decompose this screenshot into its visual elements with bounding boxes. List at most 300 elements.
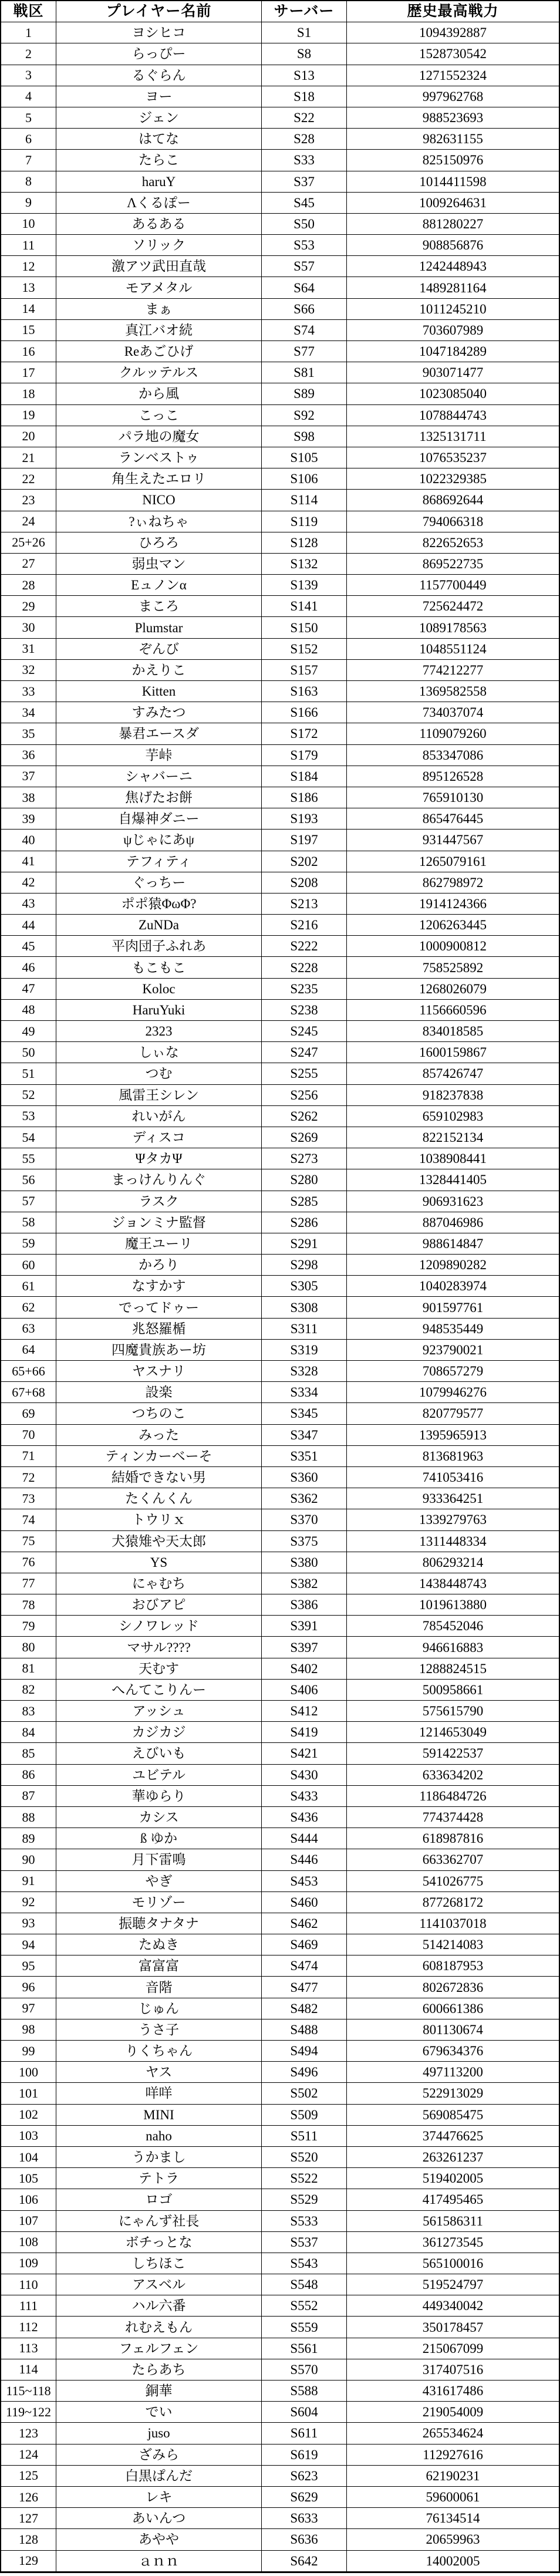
cell-player-name: 振聴タナタナ [56, 1913, 262, 1934]
cell-player-name: しちほこ [56, 2253, 262, 2274]
cell-server: S548 [262, 2274, 347, 2295]
cell-max-power: 794066318 [347, 511, 559, 532]
cell-player-name: HaruYuki [56, 1000, 262, 1021]
cell-server: S81 [262, 362, 347, 383]
cell-server: S163 [262, 681, 347, 702]
cell-rank: 74 [1, 1509, 56, 1530]
cell-rank: 129 [1, 2551, 56, 2572]
cell-server: S152 [262, 639, 347, 660]
cell-player-name: ß ゆか [56, 1828, 262, 1849]
cell-player-name: Reあごひげ [56, 341, 262, 362]
cell-player-name: 2323 [56, 1021, 262, 1042]
cell-max-power: 906931623 [347, 1191, 559, 1212]
cell-server: S13 [262, 65, 347, 86]
cell-player-name: つむ [56, 1063, 262, 1084]
cell-max-power: 14002005 [347, 2551, 559, 2572]
cell-player-name: アッシュ [56, 1701, 262, 1722]
cell-max-power: 1600159867 [347, 1042, 559, 1063]
cell-max-power: 918237838 [347, 1085, 559, 1106]
cell-max-power: 1048551124 [347, 639, 559, 660]
cell-server: S469 [262, 1934, 347, 1955]
cell-max-power: 1914124366 [347, 893, 559, 915]
cell-player-name: もこもこ [56, 957, 262, 978]
cell-server: S477 [262, 1977, 347, 1998]
cell-server: S636 [262, 2529, 347, 2550]
cell-max-power: 1268026079 [347, 979, 559, 1000]
cell-rank: 61 [1, 1276, 56, 1297]
cell-player-name: パラ地の魔女 [56, 426, 262, 447]
cell-max-power: 1265079161 [347, 851, 559, 872]
cell-rank: 2 [1, 43, 56, 65]
cell-max-power: 361273545 [347, 2232, 559, 2253]
cell-rank: 49 [1, 1021, 56, 1042]
cell-server: S64 [262, 277, 347, 298]
cell-server: S132 [262, 554, 347, 575]
cell-player-name: 月下雷鳴 [56, 1849, 262, 1870]
cell-server: S179 [262, 745, 347, 766]
cell-rank: 60 [1, 1255, 56, 1276]
cell-player-name: 四魔貴族あー坊 [56, 1340, 262, 1361]
cell-max-power: 1271552324 [347, 65, 559, 86]
cell-rank: 106 [1, 2189, 56, 2210]
cell-player-name: まっけんりんぐ [56, 1169, 262, 1191]
cell-max-power: 1047184289 [347, 341, 559, 362]
cell-player-name: ZuNDa [56, 915, 262, 936]
cell-server: S412 [262, 1701, 347, 1722]
cell-server: S286 [262, 1212, 347, 1233]
cell-server: S280 [262, 1169, 347, 1191]
cell-rank: 85 [1, 1743, 56, 1764]
cell-server: S462 [262, 1913, 347, 1934]
cell-max-power: 982631155 [347, 129, 559, 150]
cell-player-name: ヨー [56, 86, 262, 107]
cell-rank: 51 [1, 1063, 56, 1084]
cell-rank: 45 [1, 936, 56, 957]
cell-max-power: 901597761 [347, 1297, 559, 1318]
cell-max-power: 822652653 [347, 532, 559, 554]
cell-server: S559 [262, 2317, 347, 2338]
cell-max-power: 112927616 [347, 2444, 559, 2466]
cell-max-power: 806293214 [347, 1552, 559, 1573]
cell-server: S382 [262, 1573, 347, 1594]
cell-rank: 104 [1, 2147, 56, 2168]
cell-rank: 37 [1, 766, 56, 787]
cell-max-power: 522913029 [347, 2083, 559, 2104]
cell-player-name: たぬき [56, 1934, 262, 1955]
cell-player-name: つちのこ [56, 1403, 262, 1424]
cell-rank: 25+26 [1, 532, 56, 554]
cell-server: S419 [262, 1722, 347, 1743]
cell-player-name: YS [56, 1552, 262, 1573]
cell-player-name: 銅華 [56, 2381, 262, 2402]
cell-server: S114 [262, 490, 347, 511]
cell-rank: 63 [1, 1319, 56, 1340]
cell-server: S262 [262, 1106, 347, 1127]
cell-player-name: あいんつ [56, 2508, 262, 2529]
cell-player-name: ひろろ [56, 532, 262, 554]
cell-rank: 53 [1, 1106, 56, 1127]
cell-player-name: たくんくん [56, 1488, 262, 1509]
cell-max-power: 1206263445 [347, 915, 559, 936]
cell-rank: 126 [1, 2487, 56, 2508]
cell-player-name: おびアピ [56, 1594, 262, 1616]
cell-server: S370 [262, 1509, 347, 1530]
cell-server: S502 [262, 2083, 347, 2104]
cell-player-name: MINI [56, 2105, 262, 2126]
cell-server: S436 [262, 1807, 347, 1828]
cell-server: S18 [262, 86, 347, 107]
cell-max-power: 997962768 [347, 86, 559, 107]
cell-rank: 36 [1, 745, 56, 766]
header-max-power: 歴史最高戦力 [347, 1, 559, 22]
cell-rank: 13 [1, 277, 56, 298]
cell-max-power: 802672836 [347, 1977, 559, 1998]
cell-player-name: にゃむち [56, 1573, 262, 1594]
cell-max-power: 1079946276 [347, 1382, 559, 1403]
cell-max-power: 734037074 [347, 702, 559, 723]
cell-max-power: 1040283974 [347, 1276, 559, 1297]
cell-player-name: ユビテル [56, 1765, 262, 1786]
cell-rank: 115~118 [1, 2381, 56, 2402]
cell-rank: 119~122 [1, 2402, 56, 2423]
cell-max-power: 62190231 [347, 2466, 559, 2487]
cell-max-power: 933364251 [347, 1488, 559, 1509]
cell-server: S397 [262, 1637, 347, 1658]
cell-player-name: 白黒ぱんだ [56, 2466, 262, 2487]
header-player-name: プレイヤー名前 [56, 1, 262, 22]
cell-max-power: 1156660596 [347, 1000, 559, 1021]
cell-player-name: 芋峠 [56, 745, 262, 766]
cell-server: S213 [262, 893, 347, 915]
cell-server: S1 [262, 22, 347, 43]
cell-server: S633 [262, 2508, 347, 2529]
cell-player-name: らっぴー [56, 43, 262, 65]
cell-rank: 21 [1, 447, 56, 468]
cell-player-name: シャバーニ [56, 766, 262, 787]
cell-max-power: 1078844743 [347, 405, 559, 426]
cell-player-name: ディスコ [56, 1127, 262, 1148]
cell-player-name: ティンカーベーそ [56, 1446, 262, 1467]
cell-max-power: 857426747 [347, 1063, 559, 1084]
cell-rank: 47 [1, 979, 56, 1000]
cell-player-name: みった [56, 1425, 262, 1446]
cell-rank: 23 [1, 490, 56, 511]
cell-max-power: 76134514 [347, 2508, 559, 2529]
cell-max-power: 608187953 [347, 1955, 559, 1977]
cell-max-power: 569085475 [347, 2105, 559, 2126]
cell-rank: 41 [1, 851, 56, 872]
cell-player-name: やぎ [56, 1871, 262, 1892]
cell-server: S522 [262, 2168, 347, 2189]
cell-max-power: 1141037018 [347, 1913, 559, 1934]
cell-player-name: たらあち [56, 2359, 262, 2381]
cell-rank: 43 [1, 893, 56, 915]
cell-server: S273 [262, 1148, 347, 1169]
cell-server: S496 [262, 2062, 347, 2083]
cell-max-power: 1076535237 [347, 447, 559, 468]
cell-max-power: 633634202 [347, 1765, 559, 1786]
cell-server: S629 [262, 2487, 347, 2508]
cell-server: S238 [262, 1000, 347, 1021]
cell-player-name: 設楽 [56, 1382, 262, 1403]
cell-max-power: 758525892 [347, 957, 559, 978]
cell-max-power: 618987816 [347, 1828, 559, 1849]
cell-rank: 12 [1, 256, 56, 277]
cell-player-name: にゃんず社長 [56, 2211, 262, 2232]
cell-rank: 65+66 [1, 1361, 56, 1382]
cell-server: S347 [262, 1425, 347, 1446]
cell-server: S208 [262, 872, 347, 893]
cell-max-power: 822152134 [347, 1127, 559, 1148]
cell-max-power: 931447567 [347, 830, 559, 851]
cell-max-power: 317407516 [347, 2359, 559, 2381]
cell-max-power: 765910130 [347, 787, 559, 808]
cell-rank: 72 [1, 1467, 56, 1488]
cell-rank: 20 [1, 426, 56, 447]
cell-max-power: 834018585 [347, 1021, 559, 1042]
cell-player-name: すみたつ [56, 702, 262, 723]
cell-rank: 108 [1, 2232, 56, 2253]
cell-max-power: 263261237 [347, 2147, 559, 2168]
cell-max-power: 1528730542 [347, 43, 559, 65]
cell-server: S128 [262, 532, 347, 554]
cell-max-power: 417495465 [347, 2189, 559, 2210]
cell-rank: 14 [1, 299, 56, 320]
cell-server: S172 [262, 723, 347, 744]
cell-max-power: 663362707 [347, 1849, 559, 1870]
cell-max-power: 946616883 [347, 1637, 559, 1658]
cell-max-power: 1038908441 [347, 1148, 559, 1169]
cell-player-name: ヤスナリ [56, 1361, 262, 1382]
cell-max-power: 865476445 [347, 808, 559, 830]
cell-max-power: 1011245210 [347, 299, 559, 320]
cell-rank: 46 [1, 957, 56, 978]
cell-server: S184 [262, 766, 347, 787]
cell-max-power: 887046986 [347, 1212, 559, 1233]
cell-server: S33 [262, 150, 347, 171]
cell-player-name: Plumstar [56, 617, 262, 638]
cell-player-name: 犬猿雉や天太郎 [56, 1531, 262, 1552]
cell-max-power: 59600061 [347, 2487, 559, 2508]
cell-max-power: 785452046 [347, 1616, 559, 1637]
cell-player-name: ざみら [56, 2444, 262, 2466]
cell-rank: 67+68 [1, 1382, 56, 1403]
cell-rank: 8 [1, 171, 56, 193]
cell-max-power: 1209890282 [347, 1255, 559, 1276]
cell-server: S588 [262, 2381, 347, 2402]
cell-max-power: 908856876 [347, 235, 559, 256]
cell-max-power: 1009264631 [347, 193, 559, 214]
cell-server: S222 [262, 936, 347, 957]
cell-rank: 107 [1, 2211, 56, 2232]
cell-player-name: 暴君エースダ [56, 723, 262, 744]
cell-server: S406 [262, 1680, 347, 1701]
cell-rank: 76 [1, 1552, 56, 1573]
cell-rank: 6 [1, 129, 56, 150]
cell-max-power: 1339279763 [347, 1509, 559, 1530]
cell-rank: 75 [1, 1531, 56, 1552]
cell-player-name: 音階 [56, 1977, 262, 1998]
cell-max-power: 895126528 [347, 766, 559, 787]
cell-max-power: 1395965913 [347, 1425, 559, 1446]
cell-max-power: 497113200 [347, 2062, 559, 2083]
cell-player-name: ぞんび [56, 639, 262, 660]
cell-max-power: 903071477 [347, 362, 559, 383]
cell-player-name: 激アツ武田直哉 [56, 256, 262, 277]
cell-server: S8 [262, 43, 347, 65]
cell-server: S642 [262, 2551, 347, 2572]
header-rank: 戦区 [1, 1, 56, 22]
cell-player-name: るぐらん [56, 65, 262, 86]
cell-player-name: ヤス [56, 2062, 262, 2083]
cell-server: S386 [262, 1594, 347, 1616]
cell-rank: 16 [1, 341, 56, 362]
cell-server: S611 [262, 2423, 347, 2444]
cell-max-power: 923790021 [347, 1340, 559, 1361]
cell-player-name: りくちゃん [56, 2041, 262, 2062]
cell-max-power: 825150976 [347, 150, 559, 171]
cell-rank: 78 [1, 1594, 56, 1616]
cell-rank: 90 [1, 1849, 56, 1870]
cell-server: S308 [262, 1297, 347, 1318]
cell-player-name: 平肉団子ふれあ [56, 936, 262, 957]
cell-server: S66 [262, 299, 347, 320]
cell-max-power: 350178457 [347, 2317, 559, 2338]
cell-server: S256 [262, 1085, 347, 1106]
cell-player-name: haruY [56, 171, 262, 193]
cell-max-power: 1489281164 [347, 277, 559, 298]
cell-max-power: 1438448743 [347, 1573, 559, 1594]
cell-max-power: 215067099 [347, 2338, 559, 2359]
cell-server: S488 [262, 2019, 347, 2041]
cell-rank: 98 [1, 2019, 56, 2041]
cell-server: S543 [262, 2253, 347, 2274]
cell-player-name: NICO [56, 490, 262, 511]
cell-server: S245 [262, 1021, 347, 1042]
cell-player-name: 風雷王シレン [56, 1085, 262, 1106]
cell-player-name: 天むす [56, 1658, 262, 1680]
cell-max-power: 988614847 [347, 1233, 559, 1255]
cell-server: S89 [262, 383, 347, 404]
cell-server: S334 [262, 1382, 347, 1403]
cell-player-name: テトラ [56, 2168, 262, 2189]
cell-player-name: じゅん [56, 1998, 262, 2019]
cell-server: S285 [262, 1191, 347, 1212]
cell-player-name: ポポ猿ΦωΦ? [56, 893, 262, 915]
cell-max-power: 820779577 [347, 1403, 559, 1424]
cell-rank: 3 [1, 65, 56, 86]
cell-rank: 59 [1, 1233, 56, 1255]
cell-player-name: ラスク [56, 1191, 262, 1212]
cell-server: S166 [262, 702, 347, 723]
cell-rank: 93 [1, 1913, 56, 1934]
cell-rank: 55 [1, 1148, 56, 1169]
cell-max-power: 219054009 [347, 2402, 559, 2423]
cell-rank: 29 [1, 596, 56, 617]
cell-max-power: 1186484726 [347, 1786, 559, 1807]
cell-server: S430 [262, 1765, 347, 1786]
cell-player-name: 兆怒羅楯 [56, 1319, 262, 1340]
cell-server: S298 [262, 1255, 347, 1276]
cell-max-power: 881280227 [347, 214, 559, 235]
cell-server: S375 [262, 1531, 347, 1552]
cell-player-name: れいがん [56, 1106, 262, 1127]
cell-max-power: 1014411598 [347, 171, 559, 193]
cell-player-name: から風 [56, 383, 262, 404]
cell-max-power: 813681963 [347, 1446, 559, 1467]
cell-rank: 77 [1, 1573, 56, 1594]
cell-max-power: 1214653049 [347, 1722, 559, 1743]
cell-player-name: かえりこ [56, 660, 262, 681]
cell-player-name: カシス [56, 1807, 262, 1828]
cell-rank: 99 [1, 2041, 56, 2062]
cell-player-name: ボチっとな [56, 2232, 262, 2253]
cell-rank: 128 [1, 2529, 56, 2550]
cell-server: S509 [262, 2105, 347, 2126]
cell-rank: 69 [1, 1403, 56, 1424]
cell-max-power: 877268172 [347, 1892, 559, 1913]
cell-server: S494 [262, 2041, 347, 2062]
cell-server: S391 [262, 1616, 347, 1637]
cell-rank: 38 [1, 787, 56, 808]
cell-player-name: 結婚できない男 [56, 1467, 262, 1488]
cell-max-power: 20659963 [347, 2529, 559, 2550]
cell-player-name: Eュノンα [56, 575, 262, 596]
cell-rank: 123 [1, 2423, 56, 2444]
cell-rank: 92 [1, 1892, 56, 1913]
cell-player-name: マサル???? [56, 1637, 262, 1658]
cell-player-name: テフィティ [56, 851, 262, 872]
cell-player-name: しぃな [56, 1042, 262, 1063]
cell-max-power: 741053416 [347, 1467, 559, 1488]
cell-server: S247 [262, 1042, 347, 1063]
cell-rank: 64 [1, 1340, 56, 1361]
cell-player-name: 角生えたエロリ [56, 468, 262, 490]
cell-max-power: 1019613880 [347, 1594, 559, 1616]
cell-max-power: 1023085040 [347, 383, 559, 404]
cell-max-power: 591422537 [347, 1743, 559, 1764]
cell-player-name: ジェン [56, 107, 262, 129]
cell-rank: 40 [1, 830, 56, 851]
cell-server: S311 [262, 1319, 347, 1340]
cell-max-power: 1325131711 [347, 426, 559, 447]
cell-server: S533 [262, 2211, 347, 2232]
cell-max-power: 1242448943 [347, 256, 559, 277]
cell-max-power: 575615790 [347, 1701, 559, 1722]
cell-server: S98 [262, 426, 347, 447]
cell-server: S269 [262, 1127, 347, 1148]
cell-server: S328 [262, 1361, 347, 1382]
cell-max-power: 1000900812 [347, 936, 559, 957]
cell-max-power: 1328441405 [347, 1169, 559, 1191]
cell-rank: 70 [1, 1425, 56, 1446]
cell-rank: 127 [1, 2508, 56, 2529]
cell-player-name: ヨシヒコ [56, 22, 262, 43]
cell-rank: 17 [1, 362, 56, 383]
cell-max-power: 1311448334 [347, 1531, 559, 1552]
cell-player-name: 真江バオ続 [56, 320, 262, 341]
cell-player-name: シノワレッド [56, 1616, 262, 1637]
cell-server: S561 [262, 2338, 347, 2359]
cell-rank: 10 [1, 214, 56, 235]
cell-rank: 87 [1, 1786, 56, 1807]
cell-server: S105 [262, 447, 347, 468]
cell-player-name: ジョンミナ監督 [56, 1212, 262, 1233]
cell-rank: 11 [1, 235, 56, 256]
cell-max-power: 774374428 [347, 1807, 559, 1828]
cell-server: S345 [262, 1403, 347, 1424]
cell-server: S360 [262, 1467, 347, 1488]
